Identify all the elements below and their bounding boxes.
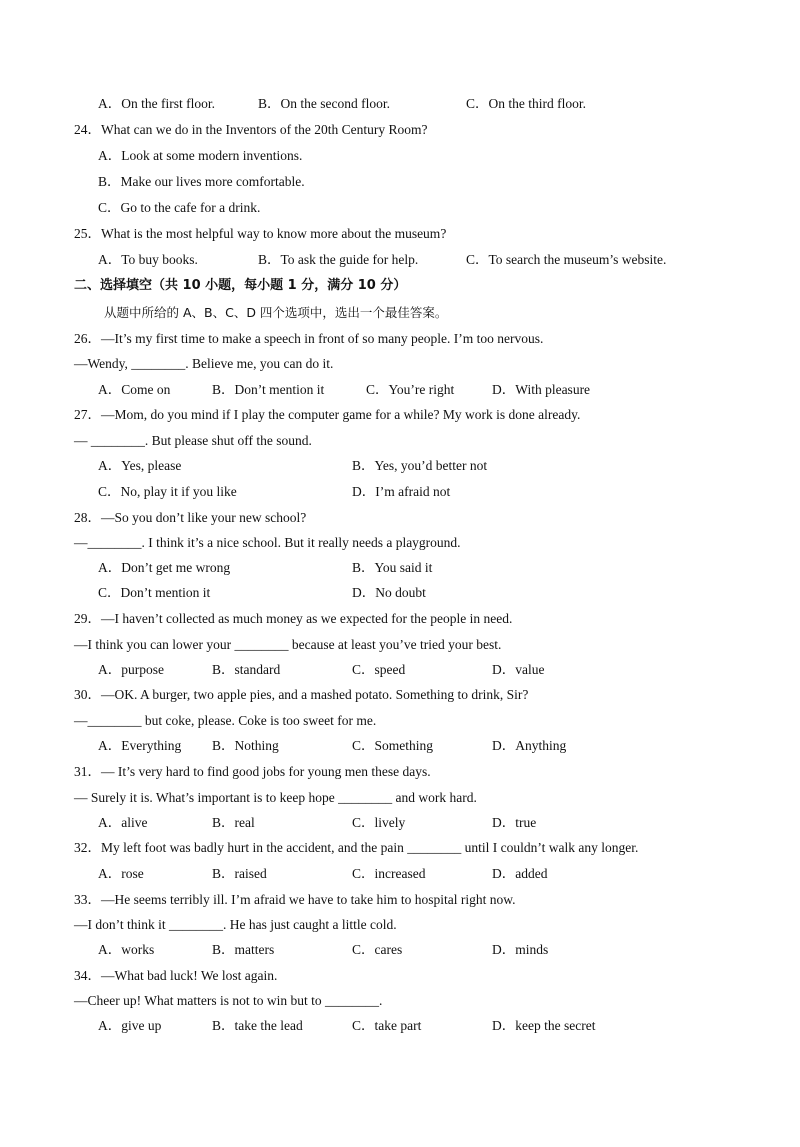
q33-line2 [0,914,800,936]
q24-option-c: C．Go to the cafe for a drink. [98,200,261,215]
q28-text2: —________. I think it’s a nice school. But it really needs a playground. [74,535,461,550]
q25-option-b: B．To ask the guide for help. [258,252,419,267]
q27-text1: 27．—Mom, do you mind if I play the computer game for a while? My work is done already. [74,407,581,422]
q30-option-c: C．Something [352,738,434,753]
q24-option-b-line [0,171,800,193]
q23-option-b: B．On the second floor. [258,96,390,111]
q32-line1 [0,837,800,859]
q30-line2 [0,710,800,732]
q25-stem-text: 25．What is the most helpful way to know more about the museum? [74,226,447,241]
q33-option-b: B．matters [212,942,275,957]
q27-line1 [0,404,800,426]
q29-option-c: C．speed [352,662,406,677]
q32-option-a: A．rose [98,866,144,881]
q27-options-ab [0,455,800,477]
q28-option-c: C．Don’t mention it [98,585,211,600]
q31-text2: — Surely it is. What’s important is to keep hope ________ and work hard. [74,790,477,805]
q23-options [0,93,800,115]
q29-option-b: B．standard [212,662,281,677]
q29-option-d: D．value [492,662,545,677]
q26-text1: 26．—It’s my first time to make a speech in front of so many people. I’m too nervous. [74,331,544,346]
q30-option-b: B．Nothing [212,738,279,753]
q33-option-c: C．cares [352,942,403,957]
q30-option-a: A．Everything [98,738,182,753]
q33-text1: 33．—He seems terribly ill. I’m afraid we have to take him to hospital right now. [74,892,516,907]
q28-line1 [0,507,800,529]
section-instruction-line [0,302,800,324]
q24-option-b: B．Make our lives more comfortable. [98,174,305,189]
q32-options [0,863,800,885]
q31-option-d: D．true [492,815,537,830]
q30-text2: —________ but coke, please. Coke is too sweet for me. [74,713,377,728]
q33-text2: —I don’t think it ________. He has just caught a little cold. [74,917,397,932]
q26-option-a: A．Come on [98,382,171,397]
q31-text1: 31．— It’s very hard to find good jobs for young men these days. [74,764,431,779]
q25-option-a: A．To buy books. [98,252,198,267]
q26-text2: —Wendy, ________. Believe me, you can do it. [74,356,334,371]
q31-option-c: C．lively [352,815,406,830]
q26-options [0,379,800,401]
q33-options [0,939,800,961]
q28-option-b: B．You said it [352,560,433,575]
q24-option-a: A．Look at some modern inventions. [98,148,303,163]
q34-option-a: A．give up [98,1018,162,1033]
q29-options [0,659,800,681]
q28-options-ab [0,557,800,579]
q26-line2 [0,353,800,375]
q34-text1: 34．—What bad luck! We lost again. [74,968,278,983]
q33-line1 [0,889,800,911]
q27-text2: — ________. But please shut off the sound. [74,433,312,448]
q27-options-cd [0,481,800,503]
section-title: 二、选择填空（共 10 小题，每小题 1 分，满分 10 分） [74,278,407,293]
q30-option-d: D．Anything [492,738,567,753]
q34-options [0,1015,800,1037]
q32-option-b: B．raised [212,866,267,881]
q26-option-d: D．With pleasure [492,382,591,397]
q28-option-d: D．No doubt [352,585,426,600]
q34-text2: —Cheer up! What matters is not to win but to ________. [74,993,383,1008]
q30-text1: 30．—OK. A burger, two apple pies, and a mashed potato. Something to drink, Sir? [74,687,529,702]
section-heading [0,275,800,297]
q28-option-a: A．Don’t get me wrong [98,560,231,575]
q27-option-b: B．Yes, you’d better not [352,458,488,473]
q29-line2 [0,634,800,656]
q31-line2 [0,787,800,809]
q25-option-c: C．To search the museum’s website. [466,252,667,267]
q31-line1 [0,761,800,783]
q32-option-d: D．added [492,866,548,881]
q25-options [0,249,800,271]
q29-text2: —I think you can lower your ________ because at least you’ve tried your best. [74,637,502,652]
q31-option-b: B．real [212,815,255,830]
q32-option-c: C．increased [352,866,426,881]
q31-option-a: A．alive [98,815,148,830]
q29-option-a: A．purpose [98,662,164,677]
q33-option-a: A．works [98,942,155,957]
q33-option-d: D．minds [492,942,549,957]
q26-option-c: C．You’re right [366,382,455,397]
q27-option-c: C．No, play it if you like [98,484,237,499]
q23-option-c: C．On the third floor. [466,96,586,111]
q26-line1 [0,328,800,350]
q30-line1 [0,684,800,706]
q27-line2 [0,430,800,452]
q29-text1: 29．—I haven’t collected as much money as we expected for the people in need. [74,611,513,626]
q32-text1: 32．My left foot was badly hurt in the accident, and the pain ________ until I couldn’t walk any longer. [74,840,639,855]
q24-option-c-line [0,197,800,219]
q28-options-cd [0,582,800,604]
q24-stem [0,119,800,141]
q26-option-b: B．Don’t mention it [212,382,325,397]
q31-options [0,812,800,834]
q27-option-d: D．I’m afraid not [352,484,451,499]
q27-option-a: A．Yes, please [98,458,182,473]
q23-option-a: A．On the first floor. [98,96,215,111]
q28-text1: 28．—So you don’t like your new school? [74,510,307,525]
q34-option-d: D．keep the secret [492,1018,596,1033]
q34-option-c: C．take part [352,1018,422,1033]
q28-line2 [0,532,800,554]
q34-option-b: B．take the lead [212,1018,303,1033]
q24-option-a-line [0,145,800,167]
q29-line1 [0,608,800,630]
q34-line1 [0,965,800,987]
q34-line2 [0,990,800,1012]
q30-options [0,735,800,757]
q24-stem-text: 24．What can we do in the Inventors of the 20th Century Room? [74,122,428,137]
q25-stem [0,223,800,245]
section-instruction: 从题中所给的 A、B、C、D 四个选项中，选出一个最佳答案。 [104,305,448,320]
